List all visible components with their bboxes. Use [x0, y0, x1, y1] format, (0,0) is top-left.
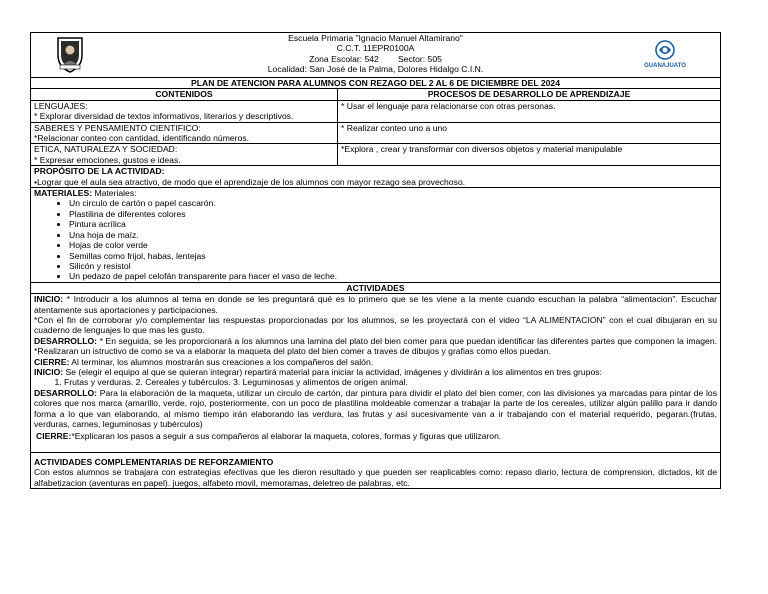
contenido-campo: LENGUAJES: [34, 100, 88, 111]
table-row [31, 100, 721, 122]
contenido-text: *Relacionar conteo con cantidad, identificando números. [34, 133, 249, 144]
proceso-cell: *Explora , crear y transformar con diversos objetos y material manipulable [338, 144, 721, 166]
cierre-label: CIERRE: [34, 356, 70, 367]
complementarias-label: ACTIVIDADES COMPLEMENTARIAS DE REFORZAMIENTO [34, 456, 274, 467]
school-header [31, 33, 721, 78]
proceso-cell: * Usar el lenguaje para relacionarse con otras personas. [338, 100, 721, 122]
plan-table [30, 32, 721, 489]
desarrollo-label: DESARROLLO: [34, 387, 98, 398]
guanajuato-logo-text: GUANAJUATO [644, 63, 686, 69]
cierre-text: *Explicaran los pasos a seguir a sus compañeros al elaborar la maqueta, colores, formas y figuras que utilizaron. [71, 431, 502, 442]
list-item: • Un circulo de cartón o papel cascarón. [69, 198, 717, 208]
proceso-cell: * Realizar conteo uno a uno [338, 122, 721, 144]
inicio-label: INICIO: [34, 366, 64, 377]
school-shield-logo-icon [55, 35, 85, 73]
cierre-label: CIERRE: [36, 431, 72, 442]
contenido-text: * Expresar emociones, gustos e ideas. [34, 154, 181, 165]
list-item: • Hojas de color verde [69, 240, 717, 250]
contenido-campo: SABERES Y PENSAMIENTO CIENTIFICO: [34, 122, 201, 133]
school-name: Escuela Primaria "Ignacio Manuel Altamirano" [288, 33, 463, 43]
school-cct: C.C.T. 11EPR0100A [336, 43, 415, 54]
materiales-label: MATERIALES: [34, 188, 93, 199]
cierre-text: Al terminar, los alumnos mostrarán sus creaciones a los compañeros del salón. [69, 356, 374, 367]
proposito-section [31, 166, 721, 188]
proposito-label: PROPÓSITO DE LA ACTIVIDAD: [34, 166, 165, 177]
materiales-section [31, 188, 721, 283]
inicio-video-text: *Con el fin de corroborar y/o complementar las respuestas proporcionadas por los alumnos, se les proyectará con el video “LA ALIMENTACION” con el cual dibujaran en su cuaderno de lenguajes lo que mas les gusto. [34, 314, 717, 336]
school-zona: Zona Escolar: 542 Sector: 505 [309, 53, 442, 64]
school-localidad: Localidad: San José de la Palma, Dolores Hidalgo C.I.N. [267, 64, 484, 75]
table-row [31, 144, 721, 166]
actividades-section [31, 294, 721, 489]
grupos-list [34, 377, 717, 387]
contenido-text: * Explorar diversidad de textos informativos, literarios y descriptivos. [34, 111, 294, 122]
materiales-list [34, 198, 717, 281]
list-item: • Semillas como frijol, habas, lentejas [69, 251, 717, 261]
inicio-text: Se (elegir el equipo al que se quieran integrar) repartirá material para iniciar la actividad, imágenes y dividirán a los alimentos en tres grupos: [63, 366, 602, 377]
desarrollo-label: DESARROLLO: [34, 335, 98, 346]
list-item: • Pintura acrílica [69, 219, 717, 229]
contenido-cell [31, 122, 338, 144]
list-item: • Un pedazo de papel celofán transparente para hacer el vaso de leche. [69, 271, 717, 281]
list-item: • Silicón y resistol [69, 261, 717, 271]
desarrollo-text: * En seguida, se les proporcionará a los alumnos una lamina del plato del bien comer para que puedan identificar las diferentes partes que componen la imagen. *Realizaran un istructivo de como se va a elaborar la maqueta del plato del bien comer a traves de dibujos y grafias como ellos puedan. [34, 335, 717, 357]
contenido-cell [31, 144, 338, 166]
guanajuato-logo-icon [640, 39, 690, 69]
contenido-cell [31, 100, 338, 122]
actividades-title: ACTIVIDADES [31, 282, 721, 293]
list-item: 1. Frutas y verduras. 2. Cereales y tubérculos. 3. Leguminosas y alimentos de origen animal. [64, 377, 717, 387]
table-row [31, 122, 721, 144]
desarrollo-text: Para la elaboración de la maqueta, utilizar un circulo de cartón, dar pintura para dividir el plato del bien comer, con las divisiones ya marcadas para pintar de los colores que nos marca (amarillo, verde, rojo, posteriormente, con un poco de plastilina moldeable comenzar a trabajar la parte de los cereales, utilizar algún palillo para ir dando forma a lo que van elaborando, al mismo tiempo irán elaborando las verdura, las frutas y así sucesivamente van a ir trabajando con el material requerido, pegaran.(frutas, verduras, carnes, leguminosas y tubérculos) [34, 387, 717, 429]
inicio-label: INICIO: [34, 294, 64, 305]
contenido-campo: ETICA, NATURALEZA Y SOCIEDAD: [34, 144, 178, 155]
col-header-contenidos: CONTENIDOS [31, 89, 338, 100]
inicio-text: * Introducir a los alumnos al tema en donde se les preguntará qué es lo primero que se les viene a la mente cuando escuchan la palabra “alimentacion”. Escuchar atentamente sus aportaciones y participaciones. [34, 294, 717, 315]
complementarias-section [31, 452, 720, 488]
col-header-procesos: PROCESOS DE DESARROLLO DE APRENDIZAJE [338, 89, 721, 100]
plan-document [30, 32, 720, 489]
list-item: • Plastilina de diferentes colores [69, 209, 717, 219]
proposito-text: •Lograr que el aula sea atractivo, de modo que el aprendizaje de los alumnos con mayor rezago sea provechoso. [34, 176, 466, 187]
list-item: • Una hoja de maíz. [69, 230, 717, 240]
materiales-text: Materiales: [92, 188, 137, 199]
plan-title: PLAN DE ATENCION PARA ALUMNOS CON REZAGO DEL 2 AL 6 DE DICIEMBRE DEL 2024 [31, 78, 721, 89]
complementarias-text: Con estos alumnos se trabajara con estrategias efectivas que les dieron resultado y que pueden ser reaplicables como: repaso diario, lectura de comprension, dictados, kit de alfabetizacion (aventuras en papel). juegos, alfabeto movil, memoramas, deletreo de palabras, etc. [34, 467, 717, 488]
